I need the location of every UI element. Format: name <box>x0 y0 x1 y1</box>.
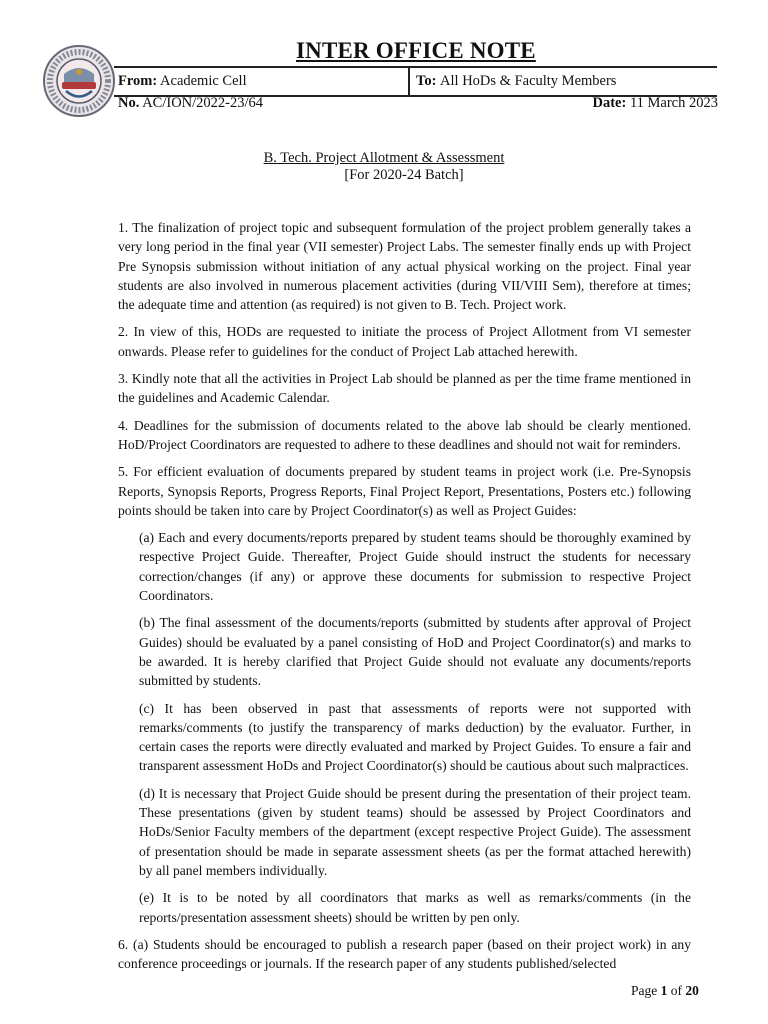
subpoint-c: (c) It has been observed in past that assessments of reports were not supported with remarks/comments (to justify the transparency of marks deduction) by the evaluator. Further, in certain cases the reports were directly evaluated and marked by Project Guides. To ensure a fair and transparent assessment HoDs and Project Coordinator(s) should be cautious about such malpractices. <box>139 700 691 774</box>
date-label: Date: <box>592 95 627 111</box>
document-title: INTER OFFICE NOTE <box>296 38 536 63</box>
from-label: From: <box>118 73 158 89</box>
institute-logo <box>42 44 116 118</box>
no-label: No. <box>118 95 140 111</box>
page-current: 1 <box>660 983 668 998</box>
no-value: AC/ION/2022-23/64 <box>142 95 264 111</box>
page-prefix: Page <box>631 983 658 998</box>
to-field <box>408 68 717 95</box>
subpoint-a: (a) Each and every documents/reports prepared by student teams should be thoroughly examined by respective Project Guide. Thereafter, Project Guide should instruct the students for necessary correction/changes (if any) or approve these documents for submission to respective Project Coordinators. <box>139 530 691 604</box>
from-field <box>114 73 408 90</box>
page-number <box>631 983 699 999</box>
memo-number-date-row <box>114 95 718 112</box>
paragraph-5: 5. For efficient evaluation of documents prepared by student teams in project work (i.e. Pre-Synopsis Reports, Synopsis Reports, Progress Reports, Final Project Report, Presentations, Posters etc.) following points should be taken into care by Project Coordinator(s) as well as Project Guides: <box>118 464 691 518</box>
subpoint-d: (d) It is necessary that Project Guide should be present during the presentation of their project team. These presentations (given by student teams) should be assessed by Project Coordinators and HoDs/Senior Faculty members of the department (except respective Project Guide). The assessment of presentation should be made in separate assessment sheets (as per the format attached herewith) by all panel members individually. <box>139 785 691 878</box>
memo-header-table <box>114 66 717 97</box>
date-value: 11 March 2023 <box>629 95 718 111</box>
paragraph-3: 3. Kindly note that all the activities in Project Lab should be planned as per the time frame mentioned in the guidelines and Academic Calendar. <box>118 371 691 406</box>
paragraph-6: 6. (a) Students should be encouraged to publish a research paper (based on their project work) in any conference proceedings or journals. If the research paper of any students published/selected <box>118 936 691 972</box>
page-of: of <box>670 983 682 998</box>
subpoint-b: (b) The final assessment of the documents/reports (submitted by students after approval of Project Guides) should be evaluated by a panel consisting of HoD and Project Coordinator(s) and marks to be awarded. It is hereby clarified that Project Guide should not evaluate any documents/reports submitted by students. <box>139 615 691 689</box>
reference-number <box>118 95 263 112</box>
paragraph-4: 4. Deadlines for the submission of documents related to the above lab should be clearly mentioned. HoD/Project Coordinators are requested to adhere to these deadlines and should not wait for reminders. <box>118 417 691 452</box>
page-total: 20 <box>685 983 699 998</box>
subject-line: B. Tech. Project Allotment & Assessment <box>263 150 505 166</box>
subpoint-e: (e) It is to be noted by all coordinators that marks as well as remarks/comments (in the reports/presentation assessment sheets) should be written by pen only. <box>139 890 691 925</box>
memo-body <box>118 218 691 981</box>
to-label: To: <box>416 73 437 89</box>
paragraph-1: 1. The finalization of project topic and subsequent formulation of the project problem generally takes a very long period in the final year (VII semester) Project Labs. The semester finally ends up with Project Pre Synopsis submission without initiation of any actual physical working on the project. Final year students are also involved in numerous placement activities (during VII/VIII Sem), therefore at times; the adequate time and attention (as required) is not given to B. Tech. Project work. <box>118 220 691 313</box>
memo-date <box>592 95 718 112</box>
subject-batch: [For 2020-24 Batch] <box>344 167 464 183</box>
to-value: All HoDs & Faculty Members <box>440 73 617 89</box>
from-value: Academic Cell <box>160 73 247 89</box>
paragraph-2: 2. In view of this, HODs are requested to initiate the process of Project Allotment from VI semester onwards. Please refer to guidelines for the conduct of Project Lab attached herewith. <box>118 324 691 359</box>
subject-block <box>0 150 768 184</box>
